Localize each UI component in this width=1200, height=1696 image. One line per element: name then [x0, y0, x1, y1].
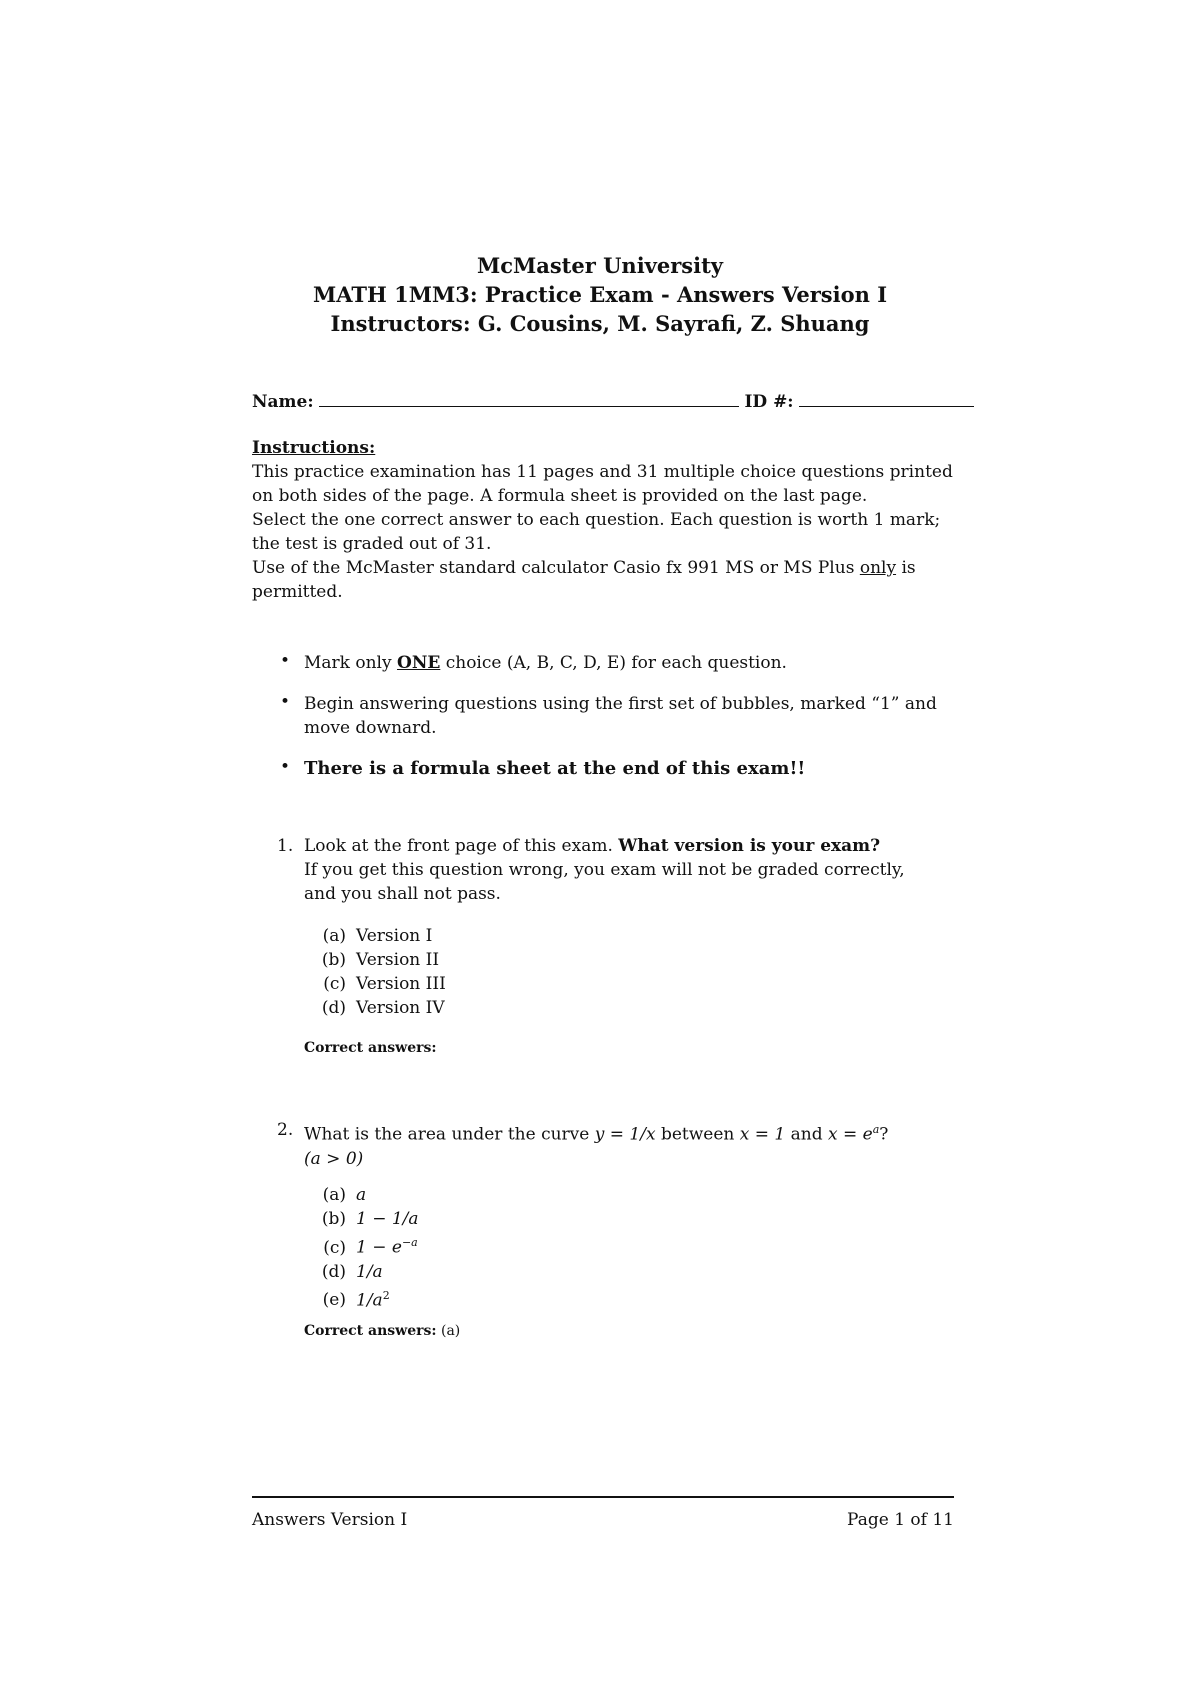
math-expression: x = e	[828, 1124, 873, 1145]
option-label: (b)	[321, 950, 346, 970]
option-c[interactable]	[304, 1231, 419, 1260]
university-title: McMaster University	[476, 253, 724, 278]
name-field[interactable]	[319, 388, 739, 407]
bullet-icon: •	[280, 757, 291, 777]
question-text: ?	[879, 1124, 889, 1145]
question-line	[304, 834, 984, 858]
bullet-icon: •	[280, 651, 291, 671]
question-line	[304, 1118, 984, 1147]
instructions-line: the test is graded out of 31.	[252, 534, 492, 554]
option-label: (b)	[321, 1209, 346, 1229]
option-label: (c)	[323, 974, 346, 994]
option-text: Version II	[356, 950, 440, 970]
question-text: between	[655, 1124, 740, 1145]
question-line: If you get this question wrong, you exam will not be graded correctly,	[304, 860, 905, 880]
math-exponent: a	[872, 1123, 880, 1136]
question-line: (a > 0)	[304, 1148, 364, 1169]
option-a[interactable]	[304, 1183, 419, 1207]
question-number: 1.	[277, 836, 294, 856]
option-label: (c)	[323, 1237, 346, 1258]
bullet-text: Begin answering questions using the first set of bubbles, marked “1” and	[304, 694, 937, 714]
name-label: Name:	[252, 392, 314, 412]
question-text: Look at the front page of this exam.	[304, 836, 619, 856]
option-exponent: 2	[382, 1288, 390, 1302]
bullet-item	[304, 651, 984, 675]
option-text: 1 − e	[356, 1237, 402, 1258]
math-expression: y = 1/x	[594, 1124, 656, 1145]
question-emphasis: What version is your exam?	[618, 836, 881, 856]
option-text: a	[356, 1185, 367, 1205]
instructions-line: on both sides of the page. A formula sheet is provided on the last page.	[252, 486, 868, 506]
question-1-answer	[304, 1040, 437, 1056]
option-label: (a)	[322, 1185, 346, 1205]
question-2-text	[304, 1118, 984, 1171]
footer-version: Answers Version I	[252, 1510, 408, 1530]
instructions-line: permitted.	[252, 582, 343, 602]
option-c[interactable]	[304, 972, 446, 996]
answer-value: (a)	[440, 1323, 461, 1339]
option-label: (e)	[322, 1290, 346, 1311]
question-1-text	[304, 834, 984, 906]
option-a[interactable]	[304, 924, 446, 948]
option-text: Version I	[356, 926, 433, 946]
question-number: 2.	[277, 1120, 294, 1140]
option-text: 1/a	[356, 1261, 383, 1282]
option-label: (d)	[321, 998, 346, 1018]
question-2-options	[304, 1183, 419, 1312]
option-b[interactable]	[304, 948, 446, 972]
question-text: What is the area under the curve	[304, 1124, 595, 1145]
question-1-options	[304, 924, 446, 1020]
instructions-text: Use of the McMaster standard calculator Casio fx 991 MS or MS Plus	[252, 558, 860, 578]
option-text: 1 − 1/a	[356, 1209, 419, 1229]
bullet-text: move downard.	[304, 718, 437, 738]
instructions-line: Select the one correct answer to each question. Each question is worth 1 mark;	[252, 510, 941, 530]
question-text: and	[785, 1124, 828, 1145]
formula-sheet-note: There is a formula sheet at the end of this exam!!	[304, 758, 806, 779]
instructions-line	[252, 556, 972, 580]
answer-label: Correct answers:	[304, 1040, 437, 1056]
footer-divider	[252, 1496, 954, 1498]
instructions-block	[252, 436, 972, 604]
question-line: and you shall not pass.	[304, 884, 501, 904]
question-2-answer	[304, 1323, 460, 1339]
page-number: Page 1 of 11	[847, 1510, 954, 1530]
id-field[interactable]	[799, 388, 974, 407]
instructions-text: is	[896, 558, 916, 578]
option-e[interactable]	[304, 1284, 419, 1313]
option-b[interactable]	[304, 1207, 419, 1231]
option-label: (a)	[322, 926, 346, 946]
only-emphasis: only	[859, 558, 897, 578]
bullet-text: Mark only	[304, 653, 398, 673]
option-text: Version III	[356, 974, 446, 994]
math-expression: x = 1	[739, 1124, 786, 1145]
option-text: 1/a	[356, 1290, 383, 1311]
option-label: (d)	[321, 1261, 346, 1282]
option-exponent: −a	[401, 1236, 418, 1249]
instructors-line: Instructors: G. Cousins, M. Sayrafi, Z. Shuang	[330, 311, 870, 336]
instructions-heading: Instructions:	[252, 438, 376, 458]
option-d[interactable]	[304, 1260, 419, 1284]
bullet-item	[304, 692, 984, 740]
one-emphasis: ONE	[397, 653, 441, 673]
course-title: MATH 1MM3: Practice Exam - Answers Version I	[312, 282, 888, 307]
name-id-row	[252, 388, 997, 414]
bullet-text: choice (A, B, C, D, E) for each question.	[440, 653, 787, 673]
instructions-line: This practice examination has 11 pages and 31 multiple choice questions printed	[252, 462, 953, 482]
id-label: ID #:	[744, 392, 794, 412]
option-d[interactable]	[304, 996, 446, 1020]
answer-label: Correct answers:	[304, 1323, 437, 1339]
option-text: Version IV	[356, 998, 445, 1018]
bullet-icon: •	[280, 692, 291, 712]
